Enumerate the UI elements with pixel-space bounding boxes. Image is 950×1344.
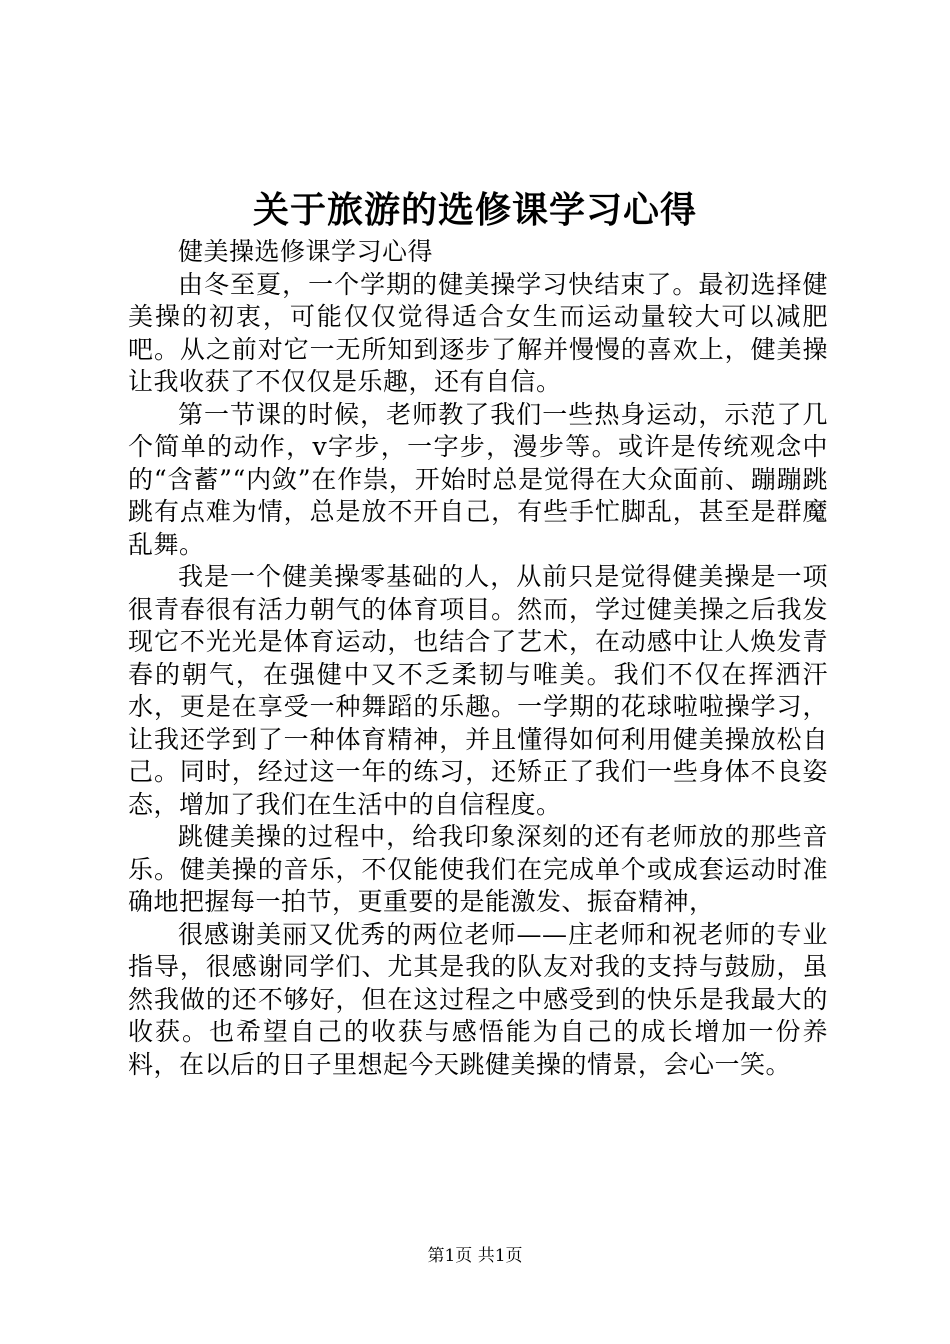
paragraph-subtitle: 健美操选修课学习心得 (178, 237, 434, 266)
page-footer: 第1页 共1页 (427, 1246, 523, 1266)
paragraph: 第一节课的时候，老师教了我们一些热身运动，示范了几个简单的动作，v字步，一字步，漫步等。或许是传统观念中的“含蓄”“内敛”在作祟，开始时总是觉得在大众面前、蹦蹦跳跳有点难为情，总是放不开自己，有些手忙脚乱，甚至是群魔乱舞。 (128, 399, 828, 559)
paragraph: 由冬至夏，一个学期的健美操学习快结束了。最初选择健美操的初衷，可能仅仅觉得适合女生而运动量较大可以减肥吧。从之前对它一无所知到逐步了解并慢慢的喜欢上，健美操让我收获了不仅仅是乐趣，还有自信。 (128, 269, 828, 396)
paragraph: 我是一个健美操零基础的人，从前只是觉得健美操是一项很青春很有活力朝气的体育项目。然而，学过健美操之后我发现它不光光是体育运动，也结合了艺术，在动感中让人焕发青春的朝气，在强健中又不乏柔韧与唯美。我们不仅在挥洒汗水，更是在享受一种舞蹈的乐趣。一学期的花球啦啦操学习，让我还学到了一种体育精神，并且懂得如何利用健美操放松自己。同时，经过这一年的练习，还矫正了我们一些身体不良姿态，增加了我们在生活中的自信程度。 (128, 562, 828, 819)
document-body (128, 236, 828, 1081)
page-title: 关于旅游的选修课学习心得 (252, 189, 697, 231)
paragraph: 跳健美操的过程中，给我印象深刻的还有老师放的那些音乐。健美操的音乐，不仅能使我们在完成单个或成套运动时准确地把握每一拍节，更重要的是能激发、振奋精神， (128, 822, 828, 916)
paragraph: 很感谢美丽又优秀的两位老师——庄老师和祝老师的专业指导，很感谢同学们、尤其是我的队友对我的支持与鼓励，虽然我做的还不够好，但在这过程之中感受到的快乐是我最大的收获。也希望自己的收获与感悟能为自己的成长增加一份养料，在以后的日子里想起今天跳健美操的情景，会心一笑。 (128, 919, 828, 1079)
